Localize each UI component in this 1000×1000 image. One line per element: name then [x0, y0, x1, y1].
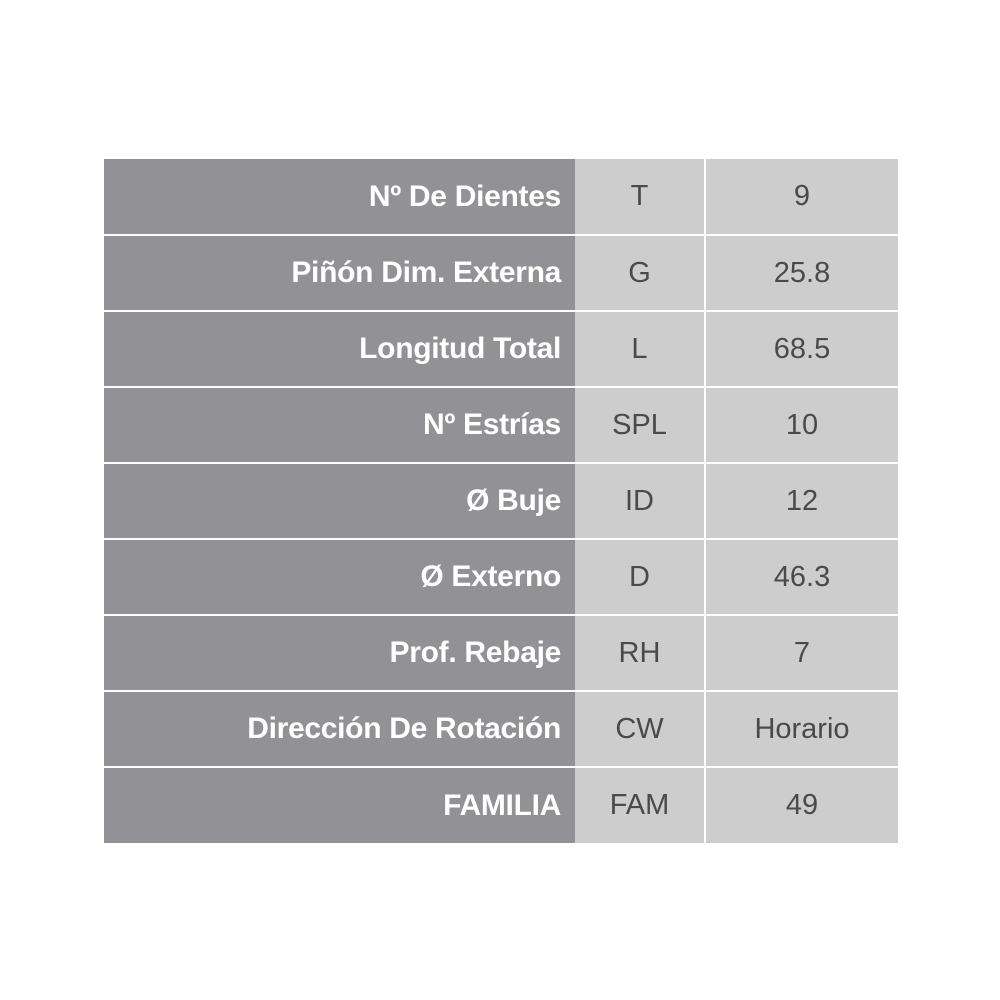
row-label: Nº De Dientes: [104, 159, 575, 235]
row-value: 12: [705, 463, 898, 539]
row-label: Ø Buje: [104, 463, 575, 539]
row-value: 46.3: [705, 539, 898, 615]
table-row: [104, 615, 898, 691]
row-label: Longitud Total: [104, 311, 575, 387]
row-code: D: [575, 539, 705, 615]
row-value: Horario: [705, 691, 898, 767]
row-code: CW: [575, 691, 705, 767]
row-code: G: [575, 235, 705, 311]
row-code: RH: [575, 615, 705, 691]
row-value: 10: [705, 387, 898, 463]
row-value: 68.5: [705, 311, 898, 387]
spec-table-body: [104, 159, 898, 843]
row-code: FAM: [575, 767, 705, 843]
row-value: 9: [705, 159, 898, 235]
row-label: Nº Estrías: [104, 387, 575, 463]
row-code: SPL: [575, 387, 705, 463]
row-label: Dirección De Rotación: [104, 691, 575, 767]
row-label: Prof. Rebaje: [104, 615, 575, 691]
table-row: [104, 463, 898, 539]
row-code: ID: [575, 463, 705, 539]
spec-table: [104, 159, 898, 843]
row-label: Piñón Dim. Externa: [104, 235, 575, 311]
table-row: [104, 235, 898, 311]
table-row: [104, 159, 898, 235]
row-value: 49: [705, 767, 898, 843]
row-code: T: [575, 159, 705, 235]
table-row: [104, 539, 898, 615]
table-row: [104, 387, 898, 463]
table-row: [104, 767, 898, 843]
table-row: [104, 311, 898, 387]
row-value: 25.8: [705, 235, 898, 311]
row-label: FAMILIA: [104, 767, 575, 843]
row-value: 7: [705, 615, 898, 691]
row-code: L: [575, 311, 705, 387]
row-label: Ø Externo: [104, 539, 575, 615]
table-row: [104, 691, 898, 767]
